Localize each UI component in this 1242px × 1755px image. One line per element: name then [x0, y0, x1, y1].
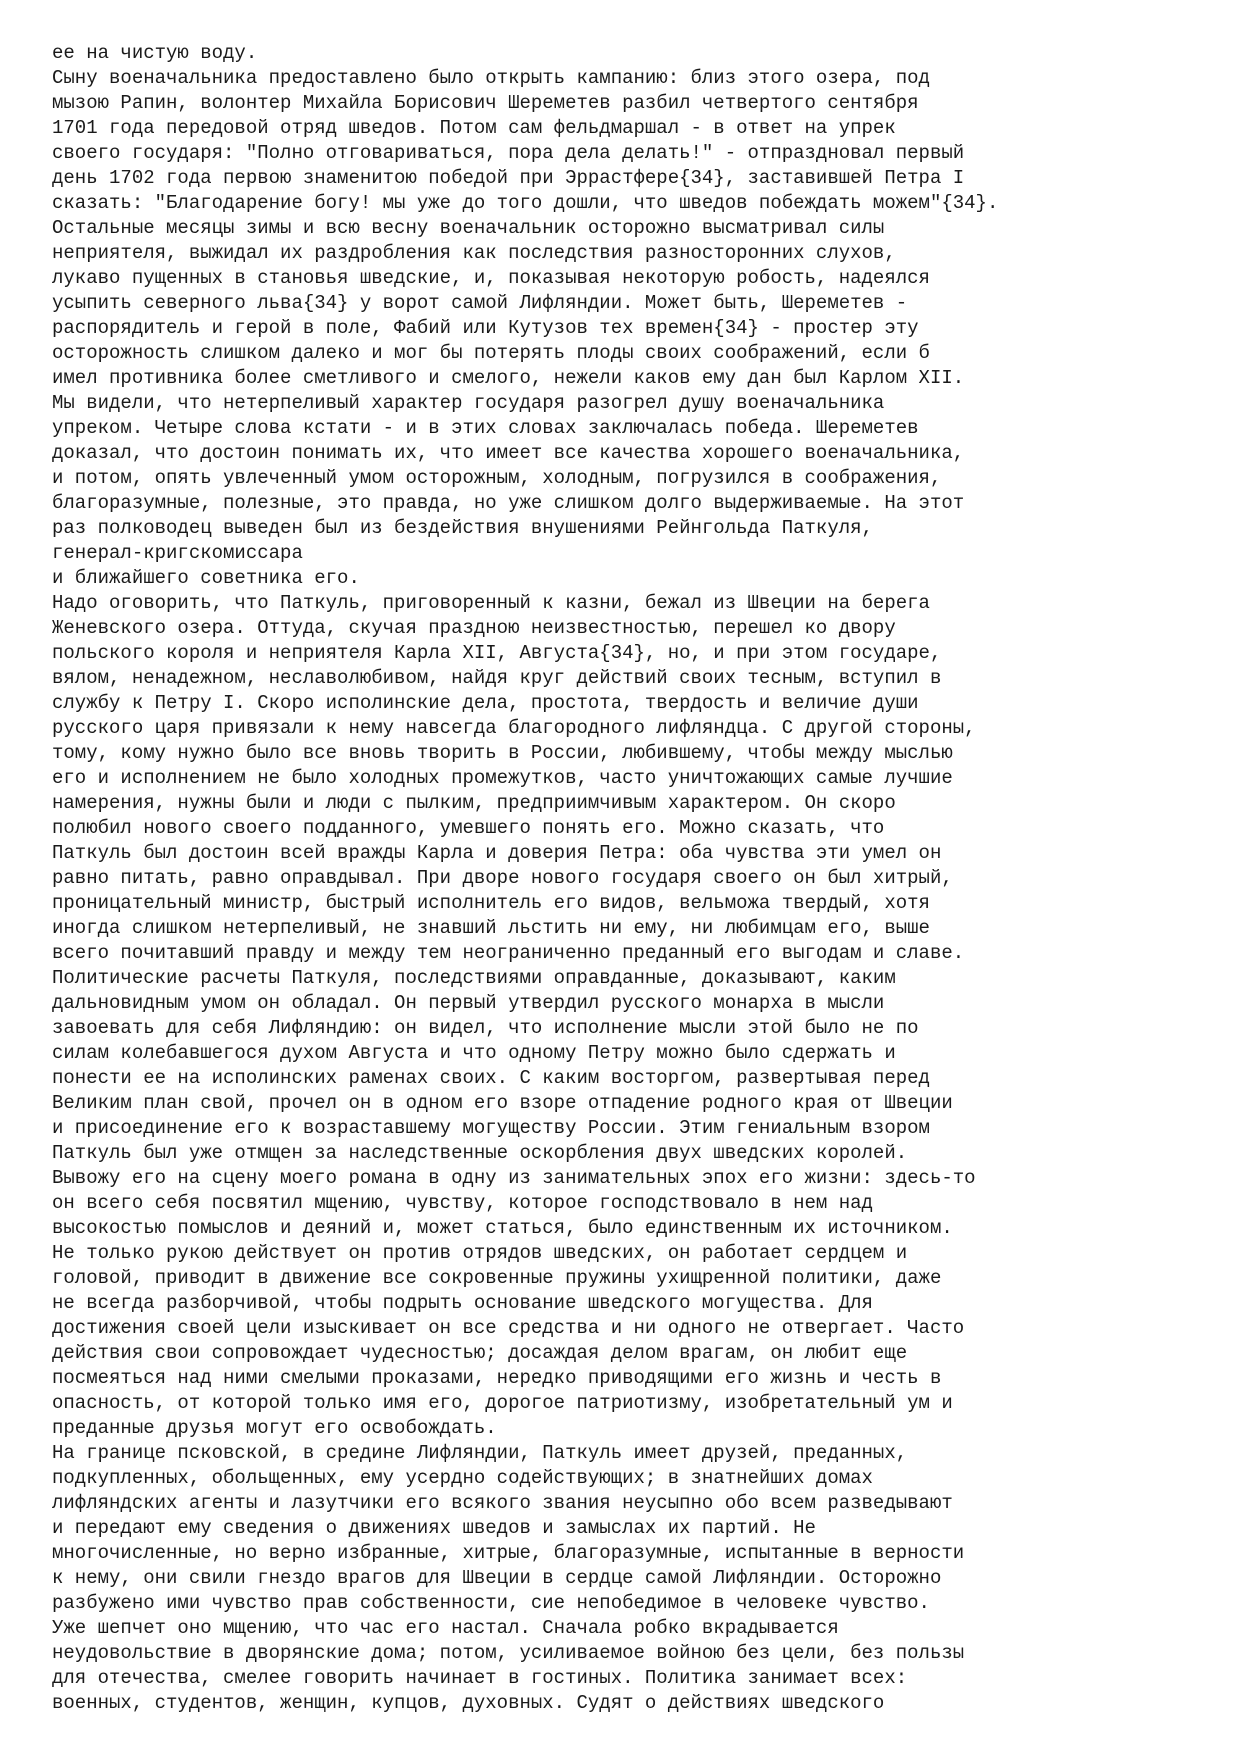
text-line: посмеяться над ними смелыми проказами, нередко приводящими его жизнь и честь в [52, 1367, 942, 1389]
text-line: доказал, что достоин понимать их, что имеет все качества хорошего военачальника, [52, 442, 965, 464]
text-line: завоевать для себя Лифляндию: он видел, что исполнение мысли этой было не по [52, 1017, 919, 1039]
text-line: головой, приводит в движение все сокровенные пружины ухищренной политики, даже [52, 1267, 942, 1289]
text-line: иногда слишком нетерпеливый, не знавший льстить ни ему, ни любимцам его, выше [52, 917, 930, 939]
text-line: лукаво пущенных в становья шведские, и, показывая некоторую робость, надеялся [52, 267, 930, 289]
text-line: к нему, они свили гнездо врагов для Швеции в сердце самой Лифляндии. Осторожно [52, 1567, 942, 1589]
text-line: Женевского озера. Оттуда, скучая праздною неизвестностью, перешел ко двору [52, 617, 896, 639]
text-line: мызою Рапин, волонтер Михайла Борисович Шереметев разбил четвертого сентября [52, 92, 919, 114]
text-line: усыпить северного льва{34} у ворот самой Лифляндии. Может быть, Шереметев - [52, 292, 908, 314]
document-page [52, 41, 1232, 1716]
text-line: и ближайшего советника его. [52, 567, 360, 589]
text-line: преданные друзья могут его освобождать. [52, 1417, 497, 1439]
text-line: польского короля и неприятеля Карла XII, Августа{34}, но, и при этом государе, [52, 642, 942, 664]
text-line: полюбил нового своего подданного, умевшего понять его. Можно сказать, что [52, 817, 885, 839]
text-line: силам колебавшегося духом Августа и что одному Петру можно было сдержать и [52, 1042, 896, 1064]
text-line: и присоединение его к возраставшему могуществу России. Этим гениальным взором [52, 1117, 930, 1139]
text-line: вялом, ненадежном, неславолюбивом, найдя круг действий своих тесным, вступил в [52, 667, 942, 689]
text-line: всего почитавший правду и между тем неограниченно преданный его выгодам и славе. [52, 942, 965, 964]
text-line: имел противника более сметливого и смелого, нежели каков ему дан был Карлом XII. [52, 367, 965, 389]
text-line: упреком. Четыре слова кстати - и в этих словах заключалась победа. Шереметев [52, 417, 919, 439]
text-line: Мы видели, что нетерпеливый характер государя разогрел душу военачальника [52, 392, 885, 414]
text-line: тому, кому нужно было все вновь творить в России, любившему, чтобы между мыслью [52, 742, 953, 764]
text-line: его и исполнением не было холодных промежутков, часто уничтожающих самые лучшие [52, 767, 953, 789]
text-line: неудовольствие в дворянские дома; потом, усиливаемое войною без цели, без пользы [52, 1642, 965, 1664]
text-line: многочисленные, но верно избранные, хитрые, благоразумные, испытанные в верности [52, 1542, 965, 1564]
text-line: Паткуль был уже отмщен за наследственные оскорбления двух шведских королей. [52, 1142, 908, 1164]
text-line: раз полководец выведен был из бездействия внушениями Рейнгольда Паткуля, [52, 517, 873, 539]
text-line: Великим план свой, прочел он в одном его взоре отпадение родного края от Швеции [52, 1092, 953, 1114]
text-line: Вывожу его на сцену моего романа в одну из занимательных эпох его жизни: здесь-то [52, 1167, 976, 1189]
text-line: высокостью помыслов и деяний и, может статься, было единственным их источником. [52, 1217, 953, 1239]
text-line: сказать: "Благодарение богу! мы уже до того дошли, что шведов побеждать можем"{34}. [52, 192, 999, 214]
text-line: Паткуль был достоин всей вражды Карла и доверия Петра: оба чувства эти умел он [52, 842, 942, 864]
text-line: ее на чистую воду. [52, 42, 258, 64]
text-line: опасность, от которой только имя его, дорогое патриотизму, изобретательный ум и [52, 1392, 953, 1414]
text-line: 1701 года передовой отряд шведов. Потом сам фельдмаршал - в ответ на упрек [52, 117, 896, 139]
text-line: и потом, опять увлеченный умом осторожным, холодным, погрузился в соображения, [52, 467, 942, 489]
text-line: Сыну военачальника предоставлено было открыть кампанию: близ этого озера, под [52, 67, 930, 89]
text-line: генерал-кригскомиссара [52, 542, 303, 564]
text-line: военных, студентов, женщин, купцов, духовных. Судят о действиях шведского [52, 1692, 885, 1714]
text-line: подкупленных, обольщенных, ему усердно содействующих; в знатнейших домах [52, 1467, 873, 1489]
text-line: лифляндских агенты и лазутчики его всякого звания неусыпно обо всем разведывают [52, 1492, 953, 1514]
text-line: На границе псковской, в средине Лифляндии, Паткуль имеет друзей, преданных, [52, 1442, 908, 1464]
text-line: для отечества, смелее говорить начинает в гостиных. Политика занимает всех: [52, 1667, 908, 1689]
text-line: и передают ему сведения о движениях шведов и замыслах их партий. Не [52, 1517, 816, 1539]
text-line: день 1702 года первою знаменитою победой при Эррастфере{34}, заставившей Петра I [52, 167, 965, 189]
text-line: распорядитель и герой в поле, Фабий или Кутузов тех времен{34} - простер эту [52, 317, 919, 339]
text-line: Остальные месяцы зимы и всю весну военачальник осторожно высматривал силы [52, 217, 885, 239]
text-line: Не только рукою действует он против отрядов шведских, он работает сердцем и [52, 1242, 908, 1264]
text-line: благоразумные, полезные, это правда, но уже слишком долго выдерживаемые. На этот [52, 492, 965, 514]
text-line: намерения, нужны были и люди с пылким, предприимчивым характером. Он скоро [52, 792, 896, 814]
text-line: своего государя: "Полно отговариваться, пора дела делать!" - отпраздновал первый [52, 142, 965, 164]
text-line: понести ее на исполинских раменах своих. С каким восторгом, развертывая перед [52, 1067, 930, 1089]
text-line: Уже шепчет оно мщению, что час его настал. Сначала робко вкрадывается [52, 1617, 839, 1639]
text-line: действия свои сопровождает чудесностью; досаждая делом врагам, он любит еще [52, 1342, 908, 1364]
text-line: осторожность слишком далеко и мог бы потерять плоды своих соображений, если б [52, 342, 930, 364]
text-line: разбужено ими чувство прав собственности, сие непобедимое в человеке чувство. [52, 1592, 930, 1614]
text-line: он всего себя посвятил мщению, чувству, которое господствовало в нем над [52, 1192, 873, 1214]
text-line: равно питать, равно оправдывал. При дворе нового государя своего он был хитрый, [52, 867, 953, 889]
text-line: неприятеля, выжидал их раздробления как последствия разносторонних слухов, [52, 242, 896, 264]
text-line: достижения своей цели изыскивает он все средства и ни одного не отвергает. Часто [52, 1317, 965, 1339]
text-line: службу к Петру I. Скоро исполинские дела, простота, твердость и величие души [52, 692, 919, 714]
text-line: дальновидным умом он обладал. Он первый утвердил русского монарха в мысли [52, 992, 885, 1014]
text-line: Надо оговорить, что Паткуль, приговоренный к казни, бежал из Швеции на берега [52, 592, 930, 614]
text-line: Политические расчеты Паткуля, последствиями оправданные, доказывают, каким [52, 967, 896, 989]
text-line: русского царя привязали к нему навсегда благородного лифляндца. С другой стороны, [52, 717, 976, 739]
text-line: проницательный министр, быстрый исполнитель его видов, вельможа твердый, хотя [52, 892, 930, 914]
text-line: не всегда разборчивой, чтобы подрыть основание шведского могущества. Для [52, 1292, 873, 1314]
